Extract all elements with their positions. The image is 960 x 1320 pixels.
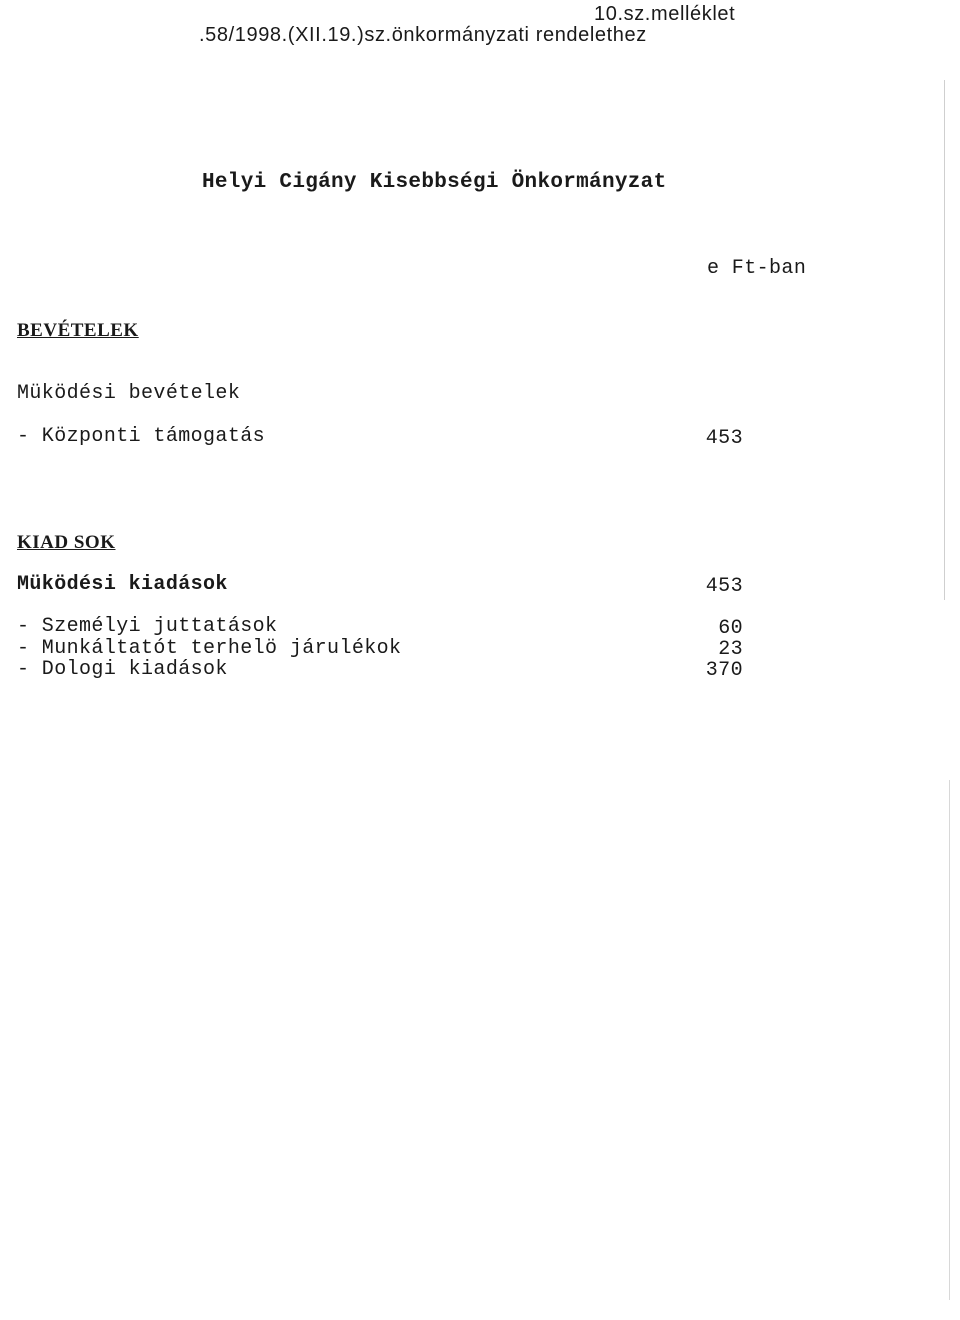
expense-item-value: 60 [718, 617, 743, 640]
expense-item-label: - Dologi kiadások [17, 658, 228, 681]
attachment-label: 10.sz.melléklet [594, 3, 736, 25]
regulation-reference: .58/1998.(XII.19.)sz.önkormányzati rendelethez [199, 24, 647, 46]
document-title: Helyi Cigány Kisebbségi Önkormányzat [202, 171, 667, 194]
expense-item-value: 23 [718, 638, 743, 661]
revenues-heading: BEVÉTELEK [17, 320, 139, 341]
expenses-heading: KIAD SOK [17, 532, 116, 553]
revenue-item-value: 453 [705, 427, 743, 450]
revenues-group-label: Müködési bevételek [17, 382, 241, 405]
scan-edge-line [949, 780, 950, 1300]
revenue-item-label: - Központi támogatás [17, 425, 266, 448]
unit-label: e Ft-ban [707, 257, 807, 280]
expenses-group-value: 453 [705, 575, 743, 598]
scan-edge-line [944, 80, 945, 600]
expense-item-label: - Munkáltatót terhelö járulékok [17, 637, 402, 660]
expense-item-value: 370 [705, 659, 743, 682]
expense-item-label: - Személyi juttatások [17, 615, 278, 638]
expenses-group-label: Müködési kiadások [17, 573, 228, 596]
